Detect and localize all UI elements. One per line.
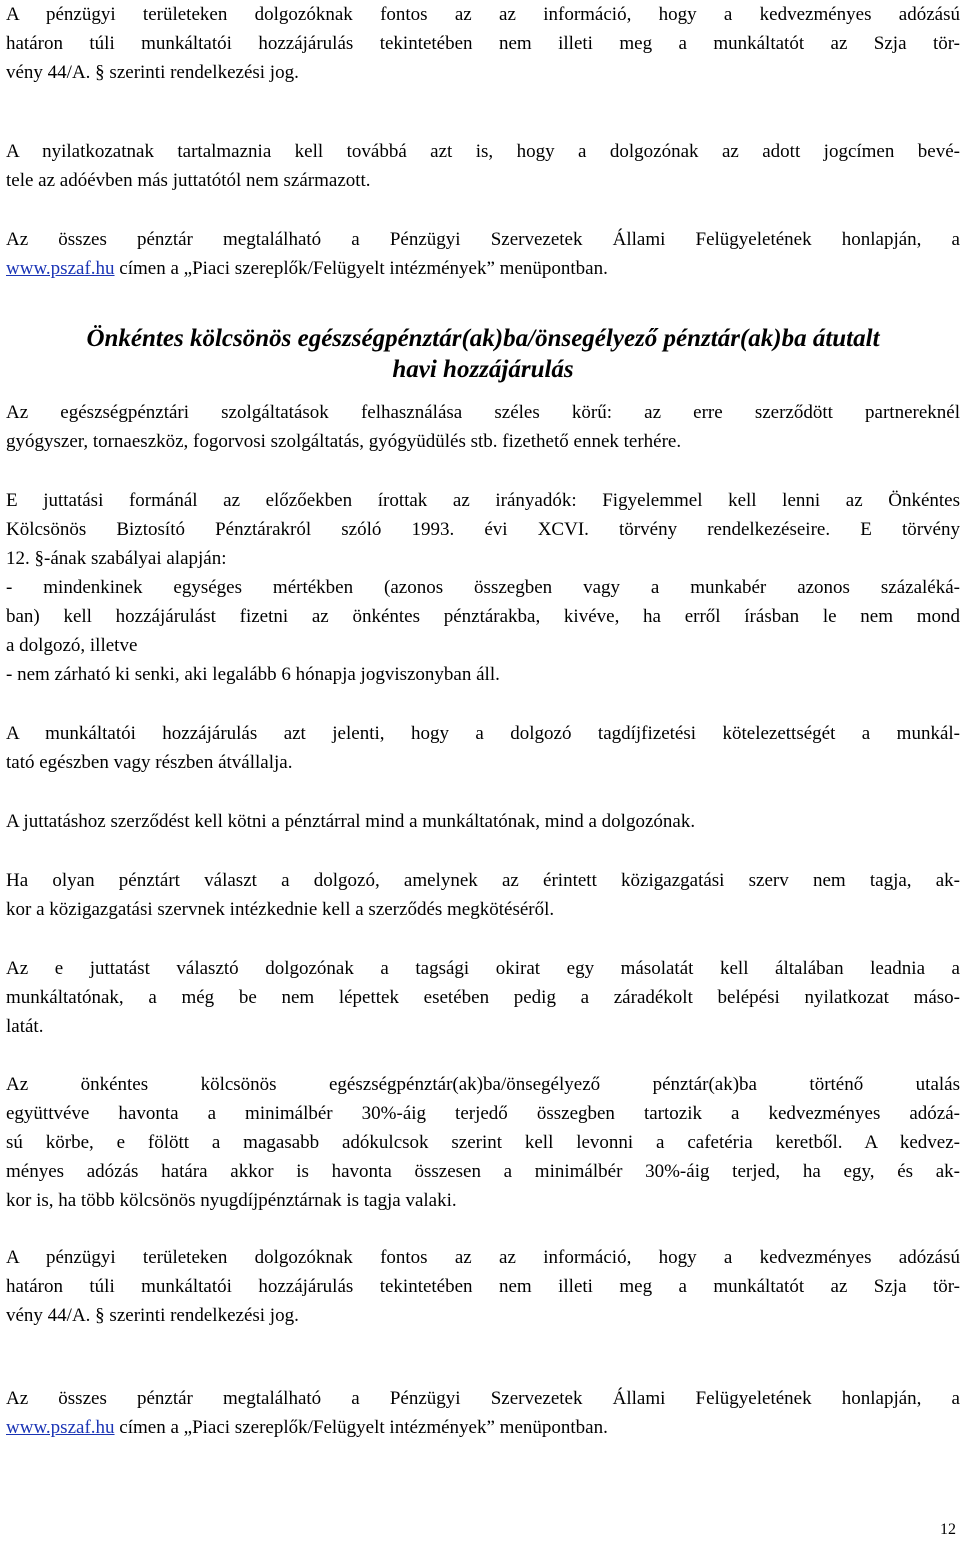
text-line: kor is, ha több kölcsönös nyugdíjpénztárnak is tagja valaki. — [6, 1190, 457, 1211]
text-line: határon túli munkáltatói hozzájárulás tekintetében nem illeti meg a munkáltatót az Szja tör- — [6, 1276, 960, 1297]
pszaf-link[interactable]: www.pszaf.hu — [6, 1417, 115, 1438]
text-line: tele az adóévben más juttatótól nem származott. — [6, 170, 371, 191]
text-line: együttvéve havonta a minimálbér 30%-áig terjedő összegben tartozik a kedvezményes adózá- — [6, 1103, 960, 1124]
text-line: A juttatáshoz szerződést kell kötni a pénztárral mind a munkáltatónak, mind a dolgozónak. — [6, 811, 696, 832]
paragraph-admin-body — [6, 866, 960, 924]
text-line: munkáltatónak, a még be nem lépettek esetében pedig a záradékolt belépési nyilatkozat máso- — [6, 987, 960, 1008]
text-line: Kölcsönös Biztosító Pénztárakról szóló 1993. évi XCVI. törvény rendelkezéseire. E törvény — [6, 519, 960, 540]
pszaf-link[interactable]: www.pszaf.hu — [6, 258, 115, 279]
text-line: E juttatási formánál az előzőekben írottak az irányadók: Figyelemmel kell lenni az Önkéntes — [6, 490, 960, 511]
paragraph-contract — [6, 807, 960, 836]
text-line: Az önkéntes kölcsönös egészségpénztár(ak)ba/önsegélyező pénztár(ak)ba történő utalás — [6, 1074, 960, 1095]
text-line: vény 44/A. § szerinti rendelkezési jog. — [6, 1305, 299, 1326]
text-line: határon túli munkáltatói hozzájárulás tekintetében nem illeti meg a munkáltatót az Szja tör- — [6, 33, 960, 54]
text-line: latát. — [6, 1016, 44, 1037]
link-trailing-text: címen a „Piaci szereplők/Felügyelt intézmények” menüpontban. — [114, 258, 608, 279]
paragraph-tax-limit — [6, 1070, 960, 1215]
text-line — [6, 1413, 960, 1442]
text-line: A nyilatkozatnak tartalmaznia kell továbbá azt is, hogy a dolgozónak az adott jogcímen bevé- — [6, 141, 960, 162]
text-line: Az egészségpénztári szolgáltatások felhasználása széles körű: az erre szerződött partnereknél — [6, 402, 960, 423]
paragraph-declaration — [6, 137, 960, 195]
text-line: Az összes pénztár megtalálható a Pénzügyi Szervezetek Állami Felügyeletének honlapján, a — [6, 229, 960, 250]
text-line: ban) kell hozzájárulást fizetni az önkéntes pénztárakba, kivéve, ha erről írásban le nem mond — [6, 606, 960, 627]
paragraph-tax-right-info-repeat — [6, 1243, 960, 1330]
text-line: ményes adózás határa akkor is havonta összesen a minimálbér 30%-áig terjed, ha egy, és ak- — [6, 1161, 960, 1182]
heading-line: havi hozzájárulás — [392, 356, 574, 383]
text-line: sú körbe, e fölött a magasabb adókulcsok szerint kell levonni a cafetéria keretből. A kedvez- — [6, 1132, 960, 1153]
text-line: gyógyszer, tornaeszköz, fogorvosi szolgáltatás, gyógyüdülés stb. fizethető ennek terhére. — [6, 431, 682, 452]
text-line: - nem zárható ki senki, aki legalább 6 hónapja jogviszonyban áll. — [6, 664, 500, 685]
text-line: Az összes pénztár megtalálható a Pénzügyi Szervezetek Állami Felügyeletének honlapján, a — [6, 1388, 960, 1409]
text-line — [6, 254, 960, 283]
page-number: 12 — [940, 1521, 956, 1538]
text-line: Ha olyan pénztárt választ a dolgozó, amelynek az érintett közigazgatási szerv nem tagja, ak- — [6, 870, 960, 891]
text-line: kor a közigazgatási szervnek intézkednie kell a szerződés megkötéséről. — [6, 899, 555, 920]
text-line: 12. §-ának szabályai alapján: — [6, 548, 227, 569]
paragraph-tax-right-info — [6, 0, 960, 87]
text-line: Az e juttatást választó dolgozónak a tagsági okirat egy másolatát kell általában leadnia a — [6, 958, 960, 979]
paragraph-employer-contribution — [6, 719, 960, 777]
paragraph-fund-list-repeat — [6, 1384, 960, 1442]
text-line: A pénzügyi területeken dolgozóknak fontos az az információ, hogy a kedvezményes adózású — [6, 4, 960, 25]
heading-line: Önkéntes kölcsönös egészségpénztár(ak)ba/önsegélyező pénztár(ak)ba átutalt — [86, 325, 880, 352]
text-line: vény 44/A. § szerinti rendelkezési jog. — [6, 62, 299, 83]
paragraph-legal-rules — [6, 486, 960, 689]
link-trailing-text: címen a „Piaci szereplők/Felügyelt intézmények” menüpontban. — [114, 1417, 608, 1438]
paragraph-health-services — [6, 398, 960, 456]
section-heading — [6, 323, 960, 385]
paragraph-fund-list — [6, 225, 960, 283]
text-line: tató egészben vagy részben átvállalja. — [6, 752, 293, 773]
text-line: A munkáltatói hozzájárulás azt jelenti, hogy a dolgozó tagdíjfizetési kötelezettségét a munkál- — [6, 723, 960, 744]
text-line: - mindenkinek egységes mértékben (azonos összegben vagy a munkabér azonos százaléká- — [6, 577, 960, 598]
paragraph-membership-doc — [6, 954, 960, 1041]
text-line: a dolgozó, illetve — [6, 635, 138, 656]
text-line: A pénzügyi területeken dolgozóknak fontos az az információ, hogy a kedvezményes adózású — [6, 1247, 960, 1268]
